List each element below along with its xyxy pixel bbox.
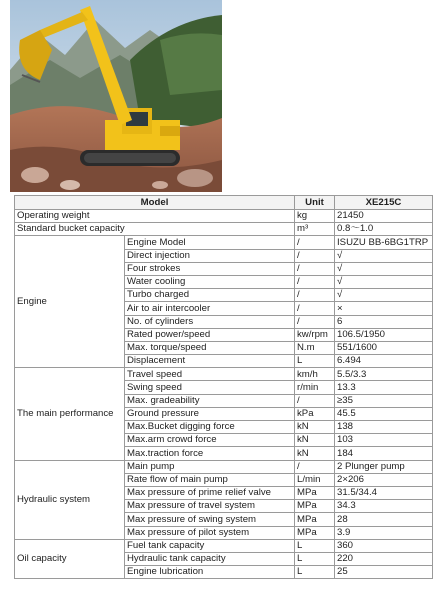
- spec-value: ≥35: [335, 394, 433, 407]
- spec-unit: /: [295, 249, 335, 262]
- spec-unit: L: [295, 566, 335, 579]
- spec-label: Max pressure of travel system: [125, 500, 295, 513]
- spec-label: Rated power/speed: [125, 328, 295, 341]
- spec-value: 220: [335, 552, 433, 565]
- spec-label: Travel speed: [125, 368, 295, 381]
- table-header-row: [15, 196, 433, 210]
- spec-value: 106.5/1950: [335, 328, 433, 341]
- table-row: [15, 368, 433, 381]
- spec-unit: L: [295, 552, 335, 565]
- spec-unit: /: [295, 315, 335, 328]
- spec-value: 3.9: [335, 526, 433, 539]
- spec-table: [14, 195, 433, 579]
- spec-label: Engine lubrication: [125, 566, 295, 579]
- spec-label: Main pump: [125, 460, 295, 473]
- spec-label: Rate flow of main pump: [125, 473, 295, 486]
- header-unit: Unit: [295, 196, 335, 210]
- table-row: [15, 539, 433, 552]
- spec-value: ISUZU BB-6BG1TRP: [335, 236, 433, 249]
- spec-unit: /: [295, 262, 335, 275]
- header-value: XE215C: [335, 196, 433, 210]
- spec-unit: r/min: [295, 381, 335, 394]
- spec-value: 2×206: [335, 473, 433, 486]
- spec-unit: N.m: [295, 341, 335, 354]
- spec-label: Max. gradeability: [125, 394, 295, 407]
- spec-label: Max pressure of prime relief valve: [125, 486, 295, 499]
- spec-label: Turbo charged: [125, 289, 295, 302]
- spec-label: No. of cylinders: [125, 315, 295, 328]
- spec-unit: L: [295, 539, 335, 552]
- spec-value: 5.5/3.3: [335, 368, 433, 381]
- spec-value: √: [335, 249, 433, 262]
- spec-unit: /: [295, 236, 335, 249]
- spec-value: ×: [335, 302, 433, 315]
- table-row: [15, 460, 433, 473]
- spec-unit: kN: [295, 447, 335, 460]
- spec-value: √: [335, 262, 433, 275]
- spec-value: 6: [335, 315, 433, 328]
- table-body: [15, 210, 433, 579]
- excavator-photo: [10, 0, 222, 192]
- spec-value: 551/1600: [335, 341, 433, 354]
- spec-unit: kg: [295, 210, 335, 223]
- spec-label: Max pressure of pilot system: [125, 526, 295, 539]
- spec-label: Engine Model: [125, 236, 295, 249]
- spec-unit: km/h: [295, 368, 335, 381]
- spec-label: Displacement: [125, 355, 295, 368]
- spec-value: 0.8～1.0: [335, 223, 433, 236]
- spec-unit: MPa: [295, 526, 335, 539]
- spec-label: Direct injection: [125, 249, 295, 262]
- table-row: [15, 223, 433, 236]
- spec-unit: L: [295, 355, 335, 368]
- spec-label: Max pressure of swing system: [125, 513, 295, 526]
- table-row: [15, 210, 433, 223]
- group-label: Hydraulic system: [15, 460, 125, 539]
- spec-value: 360: [335, 539, 433, 552]
- spec-value: 25: [335, 566, 433, 579]
- spec-value: 13.3: [335, 381, 433, 394]
- group-label: The main performance: [15, 368, 125, 460]
- spec-value: 45.5: [335, 407, 433, 420]
- spec-unit: /: [295, 275, 335, 288]
- spec-value: 28: [335, 513, 433, 526]
- spec-unit: kPa: [295, 407, 335, 420]
- spec-label: Max. torque/speed: [125, 341, 295, 354]
- spec-value: 138: [335, 421, 433, 434]
- spec-unit: /: [295, 460, 335, 473]
- spec-unit: kN: [295, 434, 335, 447]
- spec-unit: MPa: [295, 513, 335, 526]
- spec-value: 103: [335, 434, 433, 447]
- spec-unit: MPa: [295, 486, 335, 499]
- spec-label: Air to air intercooler: [125, 302, 295, 315]
- spec-value: √: [335, 275, 433, 288]
- spec-unit: /: [295, 302, 335, 315]
- group-label: Oil capacity: [15, 539, 125, 579]
- spec-value: √: [335, 289, 433, 302]
- spec-unit: MPa: [295, 500, 335, 513]
- spec-label: Hydraulic tank capacity: [125, 552, 295, 565]
- spec-unit: /: [295, 394, 335, 407]
- spec-label: Standard bucket capacity: [15, 223, 295, 236]
- spec-label: Water cooling: [125, 275, 295, 288]
- spec-label: Max.arm crowd force: [125, 434, 295, 447]
- spec-label: Ground pressure: [125, 407, 295, 420]
- spec-label: Fuel tank capacity: [125, 539, 295, 552]
- spec-unit: kw/rpm: [295, 328, 335, 341]
- spec-unit: m³: [295, 223, 335, 236]
- spec-value: 6.494: [335, 355, 433, 368]
- group-label: Engine: [15, 236, 125, 368]
- spec-value: 21450: [335, 210, 433, 223]
- spec-unit: /: [295, 289, 335, 302]
- spec-unit: kN: [295, 421, 335, 434]
- spec-value: 184: [335, 447, 433, 460]
- spec-label: Operating weight: [15, 210, 295, 223]
- spec-value: 31.5/34.4: [335, 486, 433, 499]
- spec-label: Max.traction force: [125, 447, 295, 460]
- spec-unit: L/min: [295, 473, 335, 486]
- spec-value: 2 Plunger pump: [335, 460, 433, 473]
- spec-label: Max.Bucket digging force: [125, 421, 295, 434]
- header-model: Model: [15, 196, 295, 210]
- table-row: [15, 236, 433, 249]
- spec-label: Four strokes: [125, 262, 295, 275]
- spec-label: Swing speed: [125, 381, 295, 394]
- spec-value: 34.3: [335, 500, 433, 513]
